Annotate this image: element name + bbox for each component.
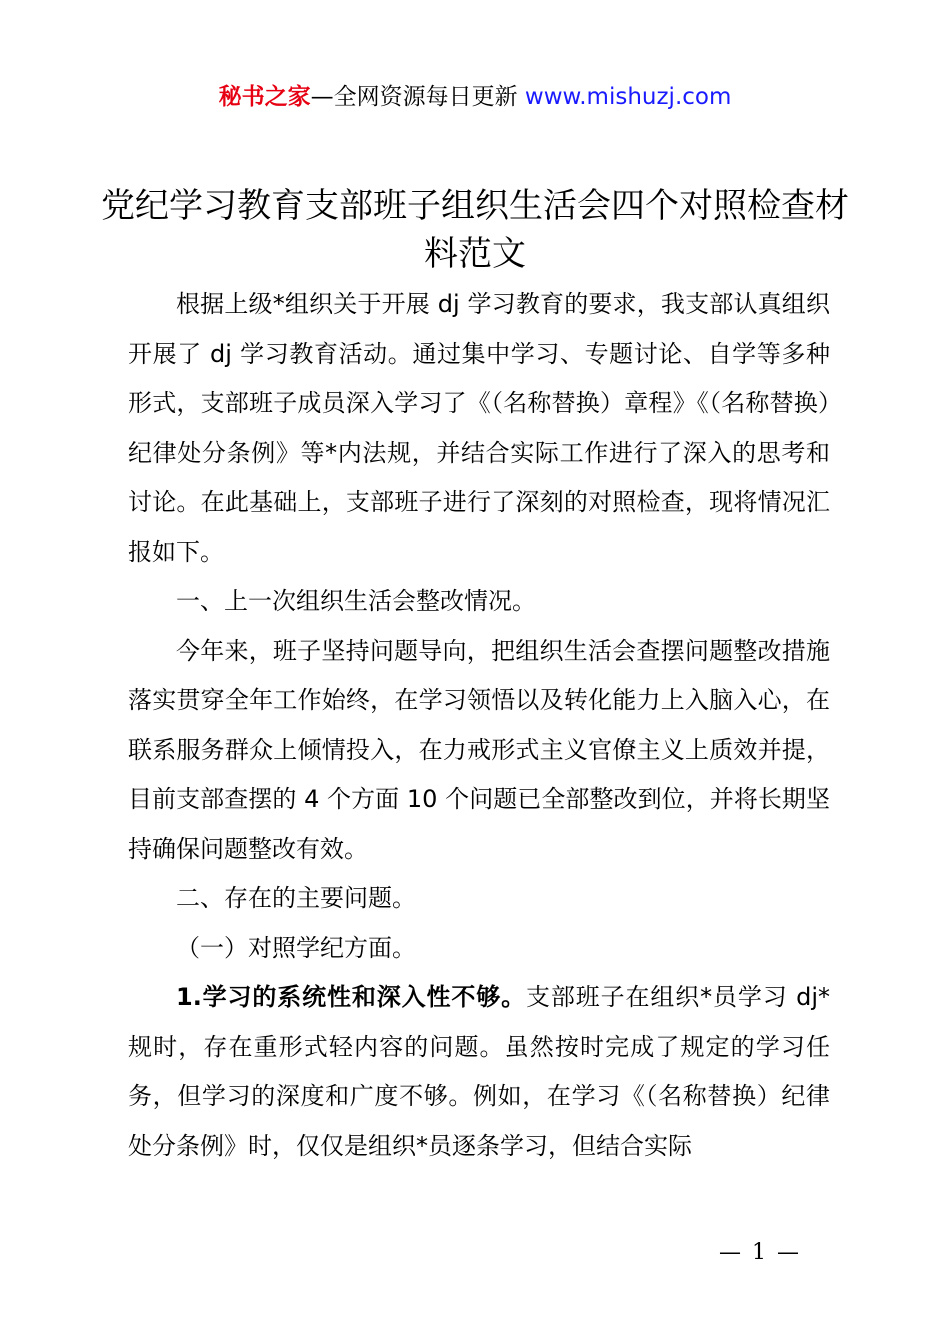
item-1-paragraph — [128, 973, 830, 1171]
section-2-heading: 二、存在的主要问题。 — [176, 884, 416, 912]
page-number: — 1 — — [719, 1240, 801, 1265]
header-slogan: —全网资源每日更新 — [310, 84, 525, 110]
brand-name: 秘书之家 — [218, 84, 311, 110]
site-header — [0, 80, 950, 114]
site-url-link[interactable]: www.mishuzj.com — [524, 84, 732, 110]
section-1-paragraph: 今年来，班子坚持问题导向，把组织生活会查摆问题整改措施落实贯穿全年工作始终，在学习领悟以及转化能力上入脑入心，在联系服务群众上倾情投入，在力戒形式主义官僚主义上质效并提，目前支部查摆的 4 个方面 10 个问题已全部整改到位，并将长期坚持确保问题整改有效。 — [128, 636, 830, 863]
item-1-body: 支部班子在组织*员学习 dj*规时，存在重形式轻内容的问题。虽然按时完成了规定的学习任务，但学习的深度和广度不够。例如，在学习《（名称替换）纪律处分条例》时，仅仅是组织*员逐条学习，但结合实际 — [128, 983, 830, 1160]
intro-paragraph: 根据上级*组织关于开展 dj 学习教育的要求，我支部认真组织开展了 dj 学习教育活动。通过集中学习、专题讨论、自学等多种形式，支部班子成员深入学习了《（名称替换）章程》《（名称替换）纪律处分条例》等*内法规，并结合实际工作进行了深入的思考和讨论。在此基础上，支部班子进行了深刻的对照检查，现将情况汇报如下。 — [128, 290, 830, 566]
subsection-1-heading: （一）对照学纪方面。 — [176, 933, 416, 962]
item-1-lead: 1.学习的系统性和深入性不够。 — [176, 983, 527, 1011]
document-title: 党纪学习教育支部班子组织生活会四个对照检查材料范文 — [101, 186, 849, 274]
section-1-heading: 一、上一次组织生活会整改情况。 — [176, 587, 536, 615]
document-body — [128, 280, 830, 1171]
